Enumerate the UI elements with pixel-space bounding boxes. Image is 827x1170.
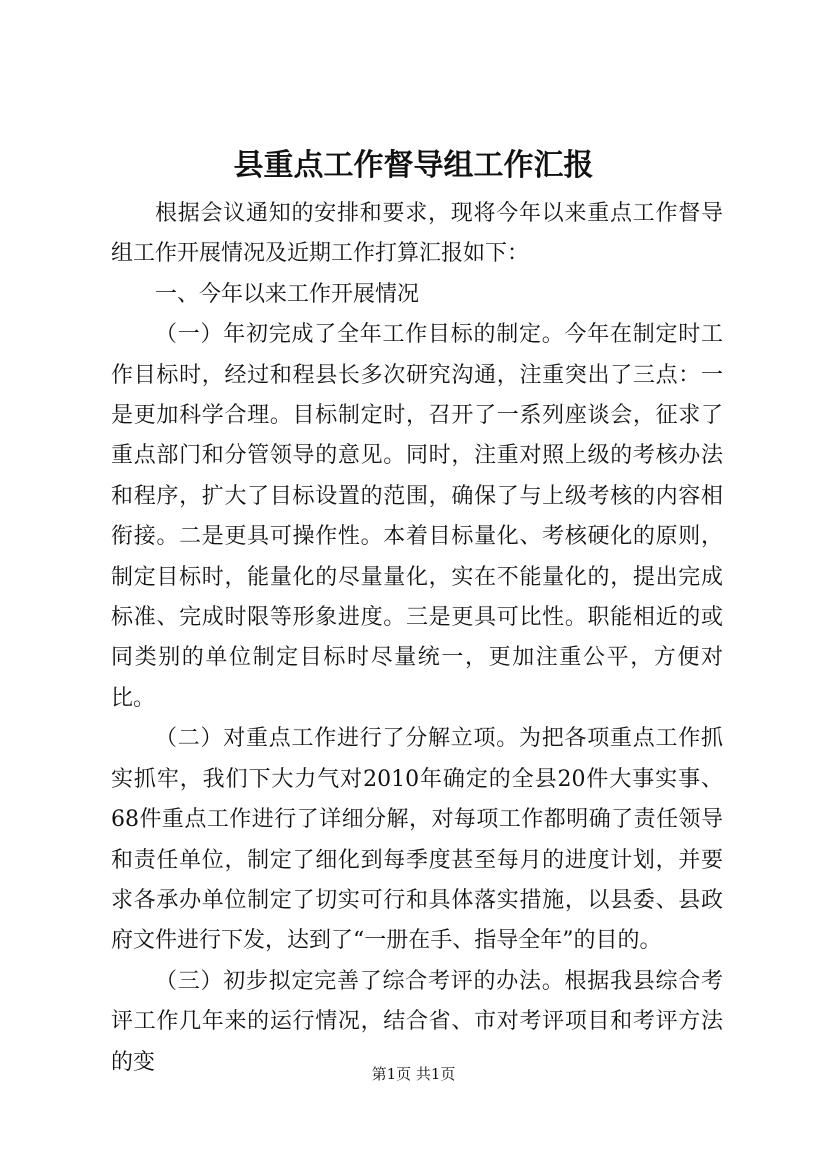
document-body [111, 194, 723, 1083]
page-number-footer: 第1页 共1页 [371, 1065, 456, 1083]
paragraph-item-2: （二）对重点工作进行了分解立项。为把各项重点工作抓实抓牢，我们下大力气对2010年确定的全县20件大事实事、68件重点工作进行了详细分解，对每项工作都明确了责任领导和责任单位，制定了细化到每季度甚至每月的进度计划，并要求各承办单位制定了切实可行和具体落实措施，以县委、县政府文件进行下发，达到了“一册在手、指导全年”的目的。 [111, 726, 723, 954]
paragraph-item-1: （一）年初完成了全年工作目标的制定。今年在制定时工作目标时，经过和程县长多次研究沟通，注重突出了三点：一是更加科学合理。目标制定时，召开了一系列座谈会，征求了重点部门和分管领导的意见。同时，注重对照上级的考核办法和程序，扩大了目标设置的范围，确保了与上级考核的内容相衔接。二是更具可操作性。本着目标量化、考核硬化的原则，制定目标时，能量化的尽量量化，实在不能量化的，提出完成标准、完成时限等形象进度。三是更具可比性。职能相近的或同类别的单位制定目标时尽量统一，更加注重公平，方便对比。 [111, 322, 723, 711]
section-heading: 一、今年以来工作开展情况 [155, 281, 420, 307]
intro-paragraph: 根据会议通知的安排和要求，现将今年以来重点工作督导组工作开展情况及近期工作打算汇报如下： [111, 201, 723, 267]
paragraph-item-3: （三）初步拟定完善了综合考评的办法。根据我县综合考评工作几年来的运行情况，结合省、市对考评项目和考评方法的变 [111, 968, 723, 1075]
document-title: 县重点工作督导组工作汇报 [233, 148, 594, 183]
